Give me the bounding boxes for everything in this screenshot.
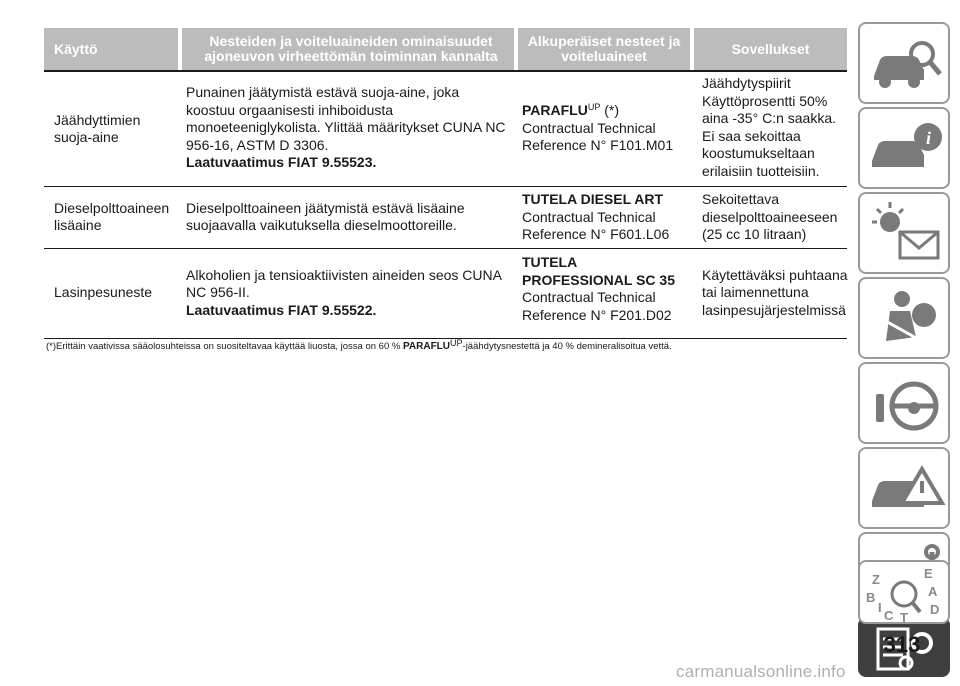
fluids-table xyxy=(44,28,848,323)
tab-index[interactable] xyxy=(858,560,950,624)
table-row xyxy=(44,248,847,339)
tab-safety[interactable] xyxy=(858,277,950,359)
footnote: (*)Erittäin vaativissa sääolosuhteissa on suositeltavaa käyttää liuosta, jossa on 60 % $PARAFLU^{UP}$-jäähdytysnestettä ja 40 % demineralisoitua vettä. xyxy=(46,338,672,352)
usage-cell: Lasinpesuneste xyxy=(54,284,153,301)
svg-text:A: A xyxy=(928,584,938,599)
airbag-safety-icon xyxy=(860,279,952,361)
car-info-icon xyxy=(860,109,952,191)
svg-text:Z: Z xyxy=(872,572,880,587)
table-row xyxy=(44,72,847,187)
product-name: TUTELA xyxy=(522,254,578,270)
page-number: 313 xyxy=(883,632,921,657)
header-usage: Käyttö xyxy=(54,40,98,57)
tab-warning-lights[interactable] xyxy=(858,192,950,274)
svg-text:T: T xyxy=(900,610,908,625)
product-cell: TUTELA PROFESSIONAL SC 35 Contractual Technical Reference N° F201.D02 xyxy=(522,254,676,323)
properties-cell: Alkoholien ja tensioaktiivisten aineiden seos CUNA NC 956-II. Laatuvaatimus FIAT 9.55522. xyxy=(186,266,502,318)
steering-wheel-icon xyxy=(860,364,952,446)
usage-cell: Jäähdyttimien suoja-aine xyxy=(54,111,141,145)
product-name: PROFESSIONAL SC 35 xyxy=(522,271,676,288)
properties-cell: Punainen jäätymistä estävä suoja-aine, joka koostuu orgaanisesti inhiboidusta monoeteeniglykolista. Ylittää määritykset CUNA NC 956-16, ASTM D 3306. Laatuvaatimus FIAT 9.55523. xyxy=(186,84,506,170)
car-search-icon xyxy=(860,24,952,106)
product-name: PARAFLU xyxy=(522,102,588,118)
tab-emergency[interactable] xyxy=(858,447,950,529)
car-emergency-icon xyxy=(860,449,952,531)
header-properties: Nesteiden ja voiteluaineiden ominaisuudet ajoneuvon virheettömän toiminnan kannalta xyxy=(204,33,498,64)
alphabetical-index-icon xyxy=(860,562,952,626)
approval-text: Laatuvaatimus FIAT 9.55522. xyxy=(186,301,377,318)
usage-cell: Dieselpolttoaineen lisäaine xyxy=(54,199,170,233)
tab-starting-driving[interactable] xyxy=(858,362,950,444)
application-cell: Sekoitettava dieselpolttoaineeseen (25 cc 10 litraan) xyxy=(702,191,838,242)
warning-lights-icon xyxy=(860,194,952,276)
approval-text: Laatuvaatimus FIAT 9.55523. xyxy=(186,154,377,170)
product-name: TUTELA DIESEL ART xyxy=(522,191,664,207)
svg-text:I: I xyxy=(878,600,882,615)
header-applications: Sovellukset xyxy=(731,40,810,57)
svg-text:i: i xyxy=(926,128,932,148)
header-original-fluids: Alkuperäiset nesteet ja voiteluaineet xyxy=(527,33,681,64)
svg-text:B: B xyxy=(866,590,876,605)
svg-text:E: E xyxy=(924,566,933,581)
svg-text:C: C xyxy=(884,608,894,623)
watermark: carmanualsonline.info xyxy=(676,662,846,681)
product-cell: $PARAFLU^{UP}$ (*) Contractual Technical Reference N° F101.M01 xyxy=(522,102,674,153)
application-cell: Jäähdytyspiirit Käyttöprosentti 50% aina -35° C:n saakka. Ei saa sekoittaa koostumukseltaan erilaisiin tuotteisiin. xyxy=(702,75,837,179)
properties-cell: Dieselpolttoaineen jäätymistä estävä lisäaine suojaavalla vaikutuksella dieselmoottoreille. xyxy=(186,199,465,233)
product-cell: TUTELA DIESEL ART Contractual Technical Reference N° F601.L06 xyxy=(522,191,670,242)
tab-car-knowledge[interactable] xyxy=(858,22,950,104)
tab-car-info[interactable] xyxy=(858,107,950,189)
svg-text:D: D xyxy=(930,602,940,617)
application-cell: Käytettäväksi puhtaana tai laimennettuna lasinpesujärjestelmissä xyxy=(702,266,848,318)
table-row xyxy=(44,186,847,249)
table-header xyxy=(44,28,847,72)
